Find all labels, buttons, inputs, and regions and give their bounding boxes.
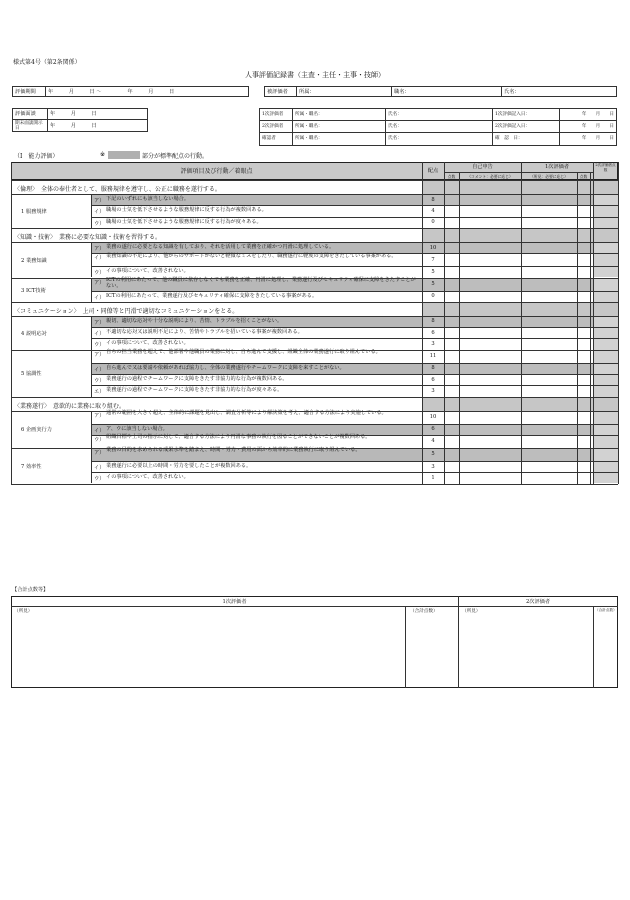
option-text: 自ら進んで又は要請や依頼があれば協力し、全体の業務遂行やチームワークに支障を来すことがない。 (106, 364, 345, 371)
grid-line (11, 484, 618, 485)
option-points: 0 (431, 219, 435, 226)
evaluator-date[interactable]: 年 月 日 (560, 121, 617, 133)
evaluator-affiliation[interactable]: 所属・職名： (293, 133, 386, 146)
grid-line (11, 194, 618, 195)
total-label: 【合計点数等】 (12, 587, 49, 593)
grid-line (11, 350, 618, 351)
score-cells (422, 205, 618, 216)
second-evaluator-cell[interactable] (593, 424, 618, 435)
option-text: イの事項について、改善されない。 (106, 340, 189, 347)
grid-line (91, 278, 92, 302)
second-evaluator-cell[interactable] (593, 411, 618, 424)
grid-line (91, 350, 92, 397)
score-cells (422, 327, 618, 338)
score-cells (422, 385, 618, 396)
option-text: 親切、適切な応対や十分な説明により、苦情、トラブルを招くことがない。 (106, 317, 283, 324)
grid-line (11, 228, 618, 229)
category-score-shade (422, 397, 618, 411)
second-evaluator-cell[interactable] (593, 448, 618, 461)
period-field[interactable]: 年 月 日 ～ 年 月 日 (46, 87, 249, 97)
item-name: 2 業務知識 (21, 257, 47, 264)
evaluator-name[interactable]: 氏名： (386, 121, 493, 133)
header-first-evaluator: 1次評価者 (544, 164, 570, 170)
grid-line (11, 397, 618, 398)
category-score-shade (422, 228, 618, 242)
grid-line (91, 374, 618, 375)
header-score: 点数 (447, 174, 456, 179)
second-evaluator-cell[interactable] (593, 291, 618, 302)
option-text: 業務の目的を求められる成果水準を踏まえ、時間・労力・費用の面から効率的に業務執行に取り組んでいる。 (106, 447, 361, 454)
option-text: 職場の士気を低下させるような服務規律に反する行為が度々ある。 (106, 218, 262, 225)
second-evaluator-cell[interactable] (593, 435, 618, 448)
grid-line (422, 162, 423, 180)
option-text: 業務遂行の過程でチームワークに支障をきたす非協力的な行為が度々ある。 (106, 387, 283, 394)
second-evaluator-cell[interactable] (593, 242, 618, 253)
evaluator-role: 確認者 (260, 133, 293, 146)
grid-line (91, 363, 618, 364)
option-points: 3 (431, 387, 435, 394)
grid-line (91, 472, 618, 473)
evaluatee-box (264, 86, 617, 97)
grid-line (459, 180, 460, 484)
score-cells (422, 291, 618, 302)
second-evaluator-cell[interactable] (593, 316, 618, 327)
grid-line (91, 385, 618, 386)
grid-line (91, 424, 618, 425)
item-name: 5 協調性 (21, 371, 42, 378)
grid-line (11, 302, 618, 303)
term-interview-label: 期末面談開示日 (13, 120, 48, 132)
grid-line (91, 217, 618, 218)
second-evaluator-cell[interactable] (593, 363, 618, 374)
grid-line (91, 291, 618, 292)
option-text: 不適切な応対又は説明不足により、苦情やトラブルを招いている事案が複数回ある。 (106, 329, 303, 336)
option-text: 通常の範囲を大きく超え、主体的に課題を見出し、調査分析等により解決策を考え、適合する方法により実施している。 (106, 410, 387, 417)
option-text: ICTの利用にあたって、他の職員に依存しなくても業務を正確、円滑に処理し、業務遂行及びセキュリティ確保に支障をきたすことがない。 (106, 277, 416, 289)
second-evaluator-cell[interactable] (593, 266, 618, 277)
score-cells (422, 363, 618, 374)
score-cells (422, 435, 618, 448)
option-points: 3 (431, 341, 435, 348)
option-points: 1 (431, 474, 435, 481)
score-cells (422, 472, 618, 483)
option-points: 5 (431, 451, 435, 458)
option-mark: ア） (94, 245, 105, 252)
form-title: 人事評価記録書（主査・主任・主事・技師） (245, 71, 385, 79)
second-evaluator-cell[interactable] (593, 374, 618, 385)
second-evaluator-cell[interactable] (593, 217, 618, 228)
option-text: 業務遂行に必要以上の時間・労力を要したことが複数回ある。 (106, 462, 252, 469)
score-cells (422, 278, 618, 291)
option-mark: ウ） (94, 270, 105, 277)
score-cells (422, 217, 618, 228)
header-first-comment: （所見：必要に応じ） (530, 174, 568, 179)
header-second-evaluator: 2次評価者点数 (595, 163, 616, 172)
evaluator-date-label: 2次評価記入日： (493, 121, 560, 133)
grid-line (91, 205, 618, 206)
grid-line (91, 338, 618, 339)
option-mark: エ） (94, 389, 105, 396)
second-evaluator-cell[interactable] (593, 327, 618, 338)
evaluator-name[interactable]: 氏名： (386, 109, 493, 121)
category-title: 〈業務遂行〉 意欲的に業務に取り組む。 (14, 402, 126, 410)
standard-marker-swatch (108, 151, 140, 159)
grid-line (91, 316, 92, 350)
evaluator-date-label: 確 認 日： (493, 133, 560, 146)
option-mark: イ） (94, 294, 105, 301)
second-evaluator-cell[interactable] (593, 350, 618, 363)
grid-line (91, 253, 618, 254)
period-label: 評価期間 (13, 87, 46, 97)
first-total-score-field[interactable]: （合計点数） (410, 609, 438, 614)
option-text: 職場の士気を低下させるような服務規律に反する行為が複数回ある。 (106, 207, 267, 214)
grid-line (618, 162, 619, 180)
grid-line (91, 266, 618, 267)
second-evaluator-cell[interactable] (593, 278, 618, 291)
form-number: 様式第4号（第2条関係） (13, 59, 81, 66)
option-text: 下記のいずれにも該当しない場合。 (106, 196, 190, 202)
evaluator-affiliation[interactable]: 所属・職名： (293, 109, 386, 121)
grid-line (521, 162, 522, 180)
option-mark: ウ） (94, 436, 105, 443)
evaluatee-label: 被評価者 (265, 87, 297, 97)
score-cells (422, 424, 618, 435)
grid-line (444, 162, 445, 180)
second-evaluator-cell[interactable] (593, 385, 618, 396)
option-points: 6 (431, 376, 435, 383)
grid-line (459, 172, 460, 180)
second-total-score-field[interactable]: （合計点数） (595, 608, 617, 612)
grid-line (11, 316, 618, 317)
option-mark: イ） (94, 427, 105, 434)
header-points: 配点 (427, 168, 439, 174)
evaluator-affiliation[interactable]: 所属・職名： (293, 121, 386, 133)
option-points: 5 (431, 268, 435, 275)
option-text: ア、ウに該当しない場合。 (106, 425, 168, 432)
evaluatee-name[interactable]: 氏名： (502, 87, 617, 97)
section-note: 部分が標準配点の行動。 (142, 153, 209, 160)
grid-line (91, 411, 92, 448)
option-points: 6 (431, 426, 435, 433)
grid-line (91, 461, 618, 462)
second-evaluator-cell[interactable] (593, 253, 618, 266)
item-name: 6 企画実行力 (21, 427, 52, 434)
option-points: 0 (431, 293, 435, 300)
option-mark: イ） (94, 331, 105, 338)
item-name: 1 服務規律 (21, 208, 47, 215)
header-score: 点数 (579, 174, 588, 179)
grid-line (91, 448, 92, 484)
score-cells (422, 448, 618, 461)
grid-line (422, 180, 423, 484)
score-cells (422, 266, 618, 277)
grid-line (11, 180, 12, 484)
second-evaluator-cell[interactable] (593, 194, 618, 205)
option-mark: ア） (94, 319, 105, 326)
header-items: 評価項目及び行動／着眼点 (180, 168, 253, 175)
option-mark: イ） (94, 255, 105, 262)
score-cells (422, 338, 618, 349)
evaluator-date-label: 1次評価記入日： (493, 109, 560, 121)
option-points: 8 (431, 196, 435, 203)
option-mark: イ） (94, 209, 105, 216)
option-points: 8 (431, 318, 435, 325)
interview-label: 評価面談 (13, 109, 48, 120)
option-mark: ア） (94, 412, 105, 419)
grid-line (577, 172, 578, 180)
evaluator-date[interactable]: 年 月 日 (560, 109, 617, 121)
option-text: イの事項について、改善されない。 (106, 474, 189, 481)
option-mark: イ） (94, 464, 105, 471)
option-text: 組織目標や上司の指示に対して、適合する方法により円滑な事務の執行を図ることができないことが複数回ある。 (106, 434, 371, 441)
grid-line (11, 162, 12, 180)
score-cells (422, 253, 618, 266)
option-points: 6 (431, 329, 435, 336)
term-interview-date[interactable]: 年 月 日 (48, 120, 148, 132)
grid-line (91, 327, 618, 328)
evaluator-name[interactable]: 氏名： (386, 133, 493, 146)
grid-line (91, 242, 92, 278)
second-evaluator-cell[interactable] (593, 205, 618, 216)
evaluator-role: 2次評価者 (260, 121, 293, 133)
score-cells (422, 411, 618, 424)
evaluators-box (259, 108, 617, 146)
total-second-evaluator: 2次評価者 (525, 599, 551, 605)
option-points: 4 (431, 438, 435, 445)
option-mark: ア） (94, 198, 105, 204)
grid-line (577, 180, 578, 484)
option-mark: イ） (94, 366, 105, 373)
score-cells (422, 194, 618, 205)
option-points: 11 (429, 353, 437, 360)
score-cells (422, 242, 618, 253)
option-mark: ア） (94, 351, 105, 358)
item-name: 3 ICT技術 (21, 287, 46, 294)
second-evaluator-cell[interactable] (593, 461, 618, 472)
category-title: 〈知識・技術〉 業務に必要な知識・技術を習得する。 (14, 233, 162, 241)
option-points: 10 (429, 414, 437, 421)
item-name: 7 効率性 (21, 463, 42, 470)
total-first-evaluator: 1次評価者 (222, 599, 247, 605)
score-cells (422, 350, 618, 363)
grid-line (11, 180, 618, 181)
option-points: 5 (431, 281, 435, 287)
option-points: 7 (431, 256, 435, 263)
option-text: 業務遂行の過程でチームワークに支障をきたす非協力的な行為が複数回ある。 (106, 376, 288, 382)
evaluatee-affiliation[interactable]: 所属： (297, 87, 392, 97)
interview-date[interactable]: 年 月 日 (48, 109, 148, 120)
score-cells (422, 374, 618, 385)
evaluator-date[interactable]: 年 月 日 (560, 133, 617, 146)
score-cells (422, 461, 618, 472)
grid-line (11, 411, 618, 412)
option-points: 10 (429, 244, 437, 251)
first-remark-field[interactable]: （所見） (14, 609, 33, 614)
option-mark: ア） (94, 279, 105, 286)
grid-line (618, 180, 619, 484)
option-mark: ウ） (94, 342, 105, 349)
grid-line (11, 278, 618, 279)
second-evaluator-cell[interactable] (593, 472, 618, 483)
option-points: 4 (431, 207, 435, 214)
grid-line (91, 435, 618, 436)
note-mark: ※ (100, 151, 106, 158)
option-text: イの事項について、改善されない。 (106, 268, 189, 275)
option-points: 8 (431, 365, 435, 372)
grid-line (593, 162, 594, 180)
grid-line (11, 242, 618, 243)
option-text: 業務の遂行に必要となる知識を有しており、それを活用して業務を正確かつ円滑に処理している。 (106, 243, 335, 250)
category-title: 〈倫理〉 全体の奉仕者として、服務規律を遵守し、公正に職務を遂行する。 (14, 186, 221, 193)
category-score-shade (422, 180, 618, 194)
score-cells (422, 316, 618, 327)
item-name: 4 説明応対 (21, 330, 47, 337)
period-box (12, 86, 249, 97)
second-remark-field[interactable]: （所見） (462, 609, 481, 614)
option-text: ICTの利用にあたって、業務遂行及びセキュリティ確保に支障をきたしている事案がある。 (106, 292, 318, 299)
option-text: 自らの担当業務を超えて、他部署や他職員の業務に対し、自ら進んで支援し、組織全体の業務遂行に取り組んでいる。 (106, 349, 381, 356)
category-score-shade (422, 302, 618, 316)
grid-line (444, 180, 445, 484)
grid-line (91, 194, 92, 228)
option-mark: ウ） (94, 378, 105, 384)
grid-line (11, 448, 618, 449)
grid-line (593, 180, 594, 484)
option-mark: ウ） (94, 476, 105, 483)
grid-line (590, 172, 591, 180)
option-mark: ア） (94, 449, 105, 456)
option-points: 3 (431, 463, 435, 470)
grid-line (521, 180, 522, 484)
header-self-comment: （コメント：必要に応じ） (467, 174, 513, 179)
grid-line (444, 172, 593, 173)
second-evaluator-cell[interactable] (593, 338, 618, 349)
total-box (11, 596, 618, 688)
category-title: 〈コミュニケーション〉 上司・同僚等と円滑で適切なコミュニケーションをとる。 (14, 307, 239, 315)
option-mark: ウ） (94, 220, 105, 227)
grid-line (590, 180, 591, 484)
option-text: 業務知識の不足により、他からのサポートがないと軽微なミスをしたり、職務遂行に軽度の支障をきたしている事案がある。 (106, 252, 397, 259)
header-self: 自己申告 (472, 164, 493, 170)
section-label: （Ⅰ 能力評価） (14, 153, 59, 160)
evaluatee-position[interactable]: 職名： (392, 87, 502, 97)
interview-box (12, 108, 148, 132)
evaluator-role: 1次評価者 (260, 109, 293, 121)
